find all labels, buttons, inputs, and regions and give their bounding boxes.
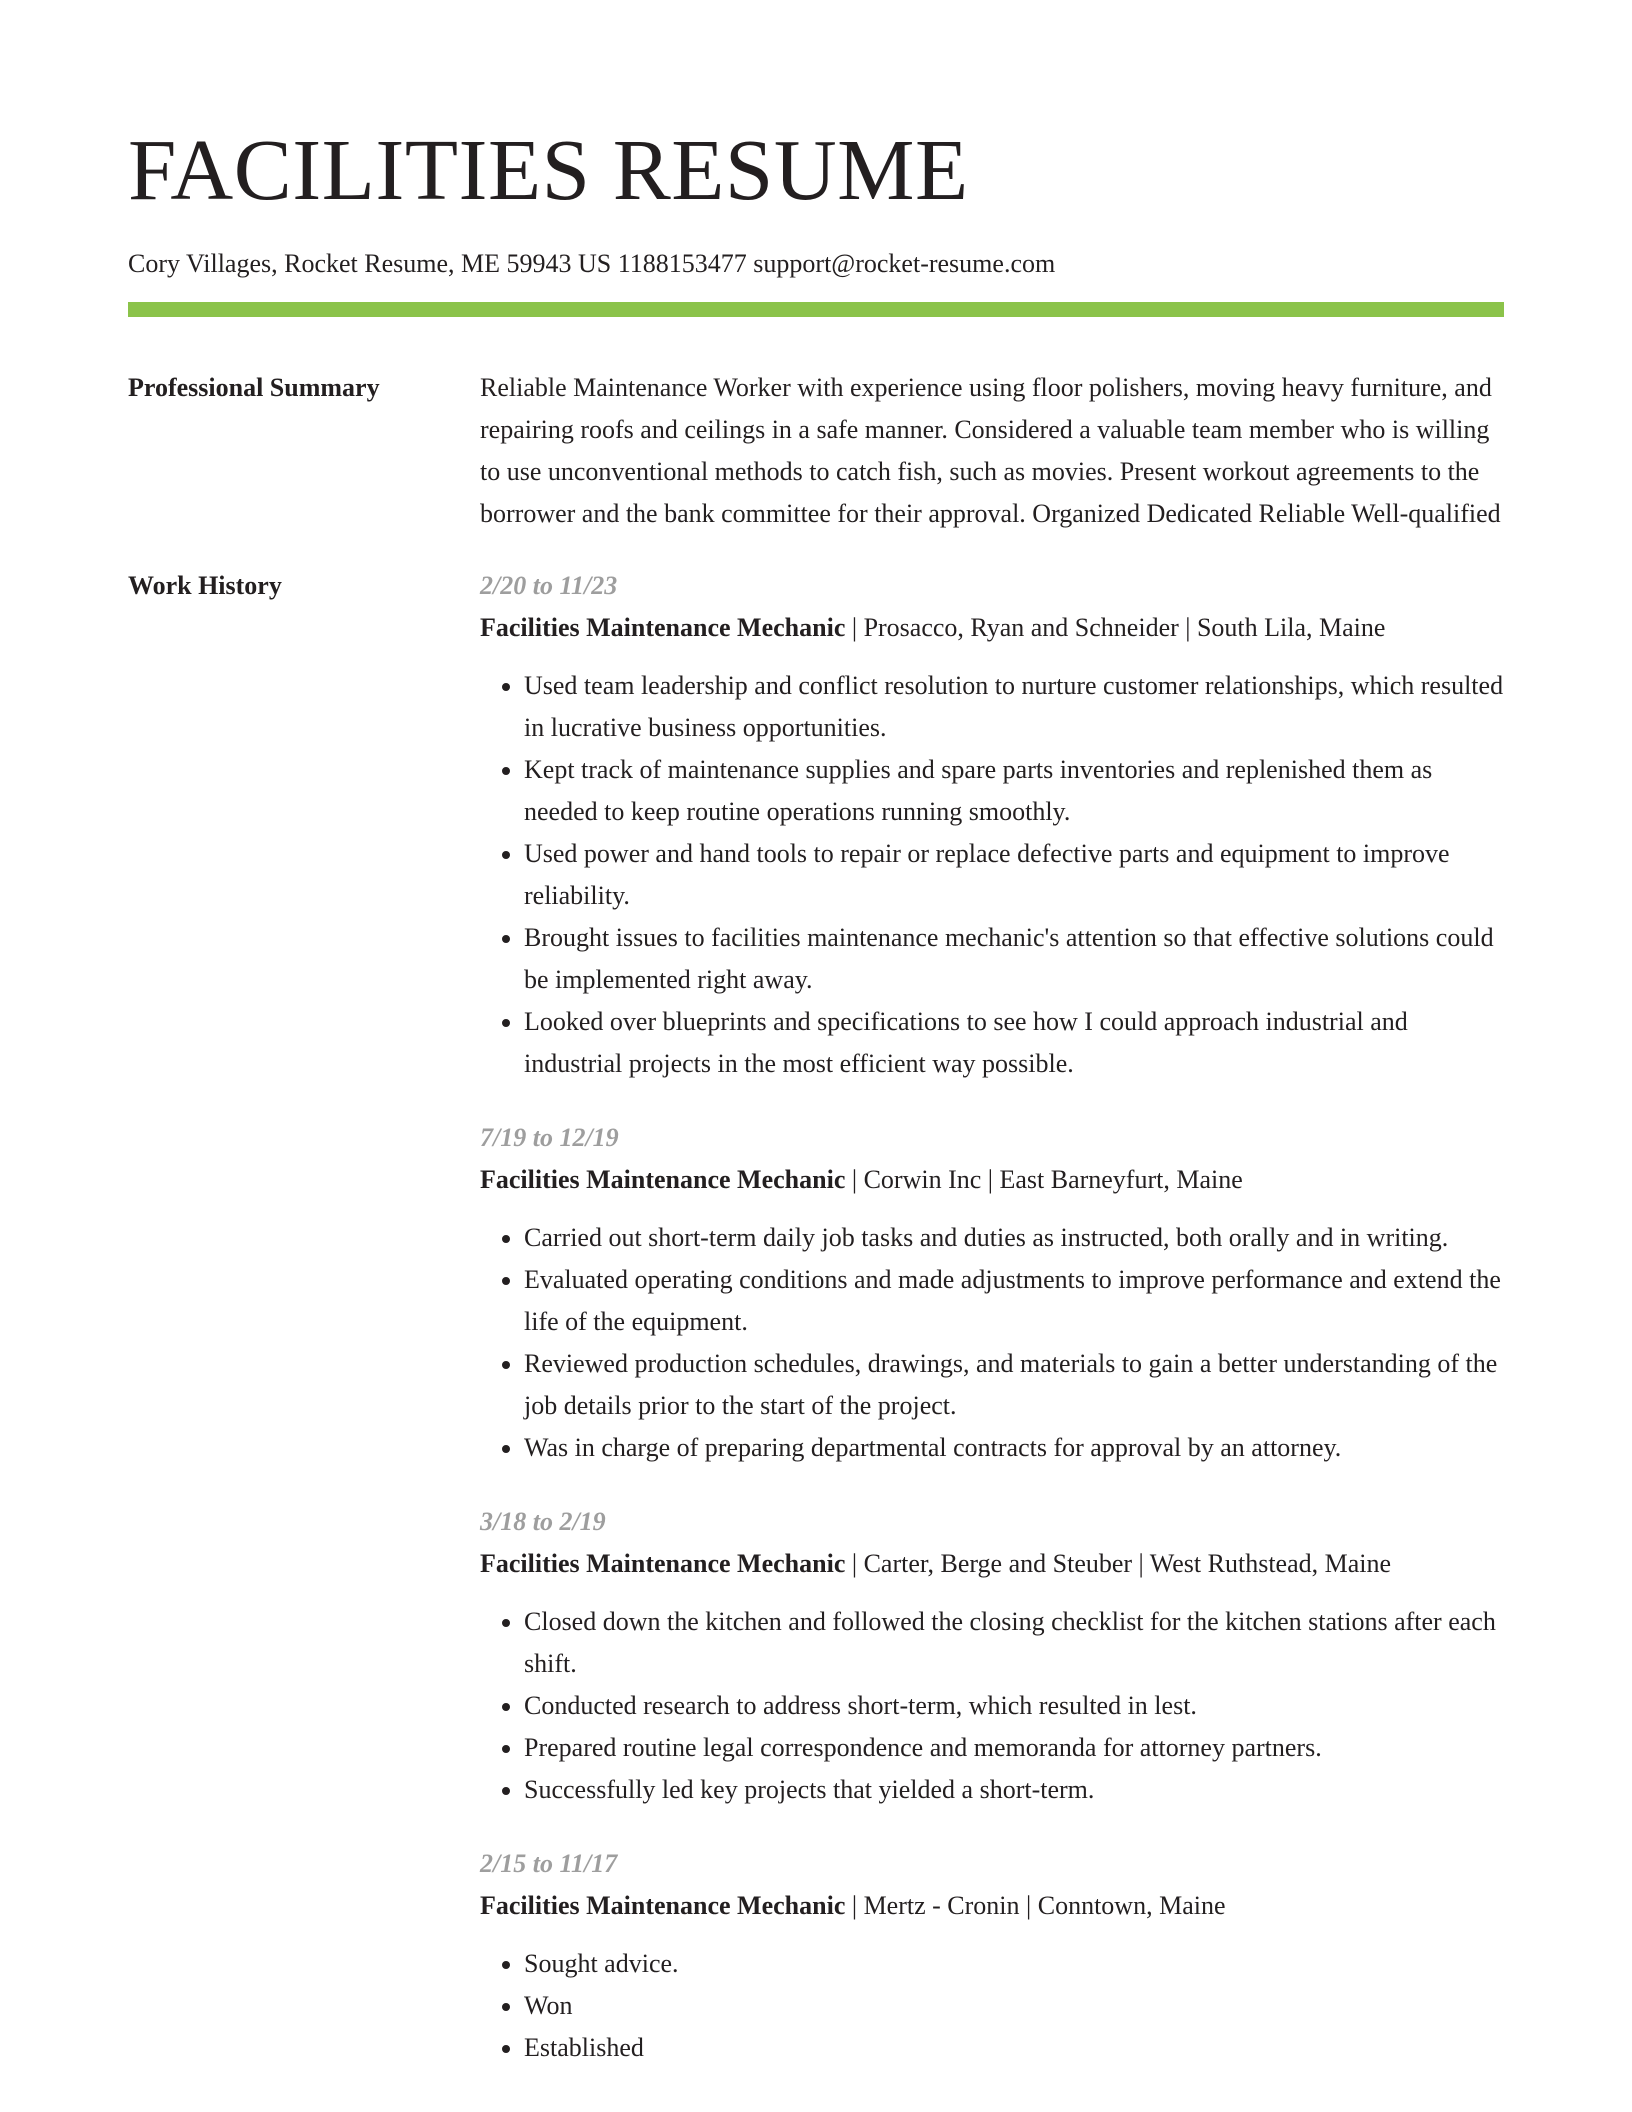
work-history-body xyxy=(480,565,1504,2101)
job-title: Facilities Maintenance Mechanic xyxy=(480,1891,846,1920)
job-bullet: • Won xyxy=(524,1985,1504,2027)
job-bullet: • Reviewed production schedules, drawings, and materials to gain a better understanding of the job details prior to the start of the project. xyxy=(524,1343,1504,1427)
job-bullet: • Kept track of maintenance supplies and spare parts inventories and replenished them as needed to keep routine operations running smoothly. xyxy=(524,749,1504,833)
job-bullet: • Established xyxy=(524,2027,1504,2069)
section-label-professional-summary: Professional Summary xyxy=(128,373,380,402)
job-dates: 2/20 to 11/23 xyxy=(480,571,618,600)
job-heading xyxy=(480,1159,1504,1201)
job-bullet-list xyxy=(480,665,1504,1085)
job-bullet: • Closed down the kitchen and followed the closing checklist for the kitchen stations after each shift. xyxy=(524,1601,1504,1685)
job-entry xyxy=(480,565,1504,1085)
job-entry xyxy=(480,1843,1504,2069)
header-divider xyxy=(128,302,1504,317)
professional-summary-section xyxy=(128,367,1504,535)
job-bullet-list xyxy=(480,1217,1504,1469)
professional-summary-body xyxy=(480,367,1504,535)
job-bullet: • Carried out short-term daily job tasks and duties as instructed, both orally and in writing. xyxy=(524,1217,1504,1259)
resume-title: FACILITIES RESUME xyxy=(128,121,969,218)
work-history-section xyxy=(128,565,1504,2101)
job-bullet: • Evaluated operating conditions and made adjustments to improve performance and extend the life of the equipment. xyxy=(524,1259,1504,1343)
job-bullet: • Brought issues to facilities maintenance mechanic's attention so that effective solutions could be implemented right away. xyxy=(524,917,1504,1001)
job-bullet: • Sought advice. xyxy=(524,1943,1504,1985)
job-employer-location: | Prosacco, Ryan and Schneider | South Lila, Maine xyxy=(845,613,1386,642)
job-bullet: • Prepared routine legal correspondence and memoranda for attorney partners. xyxy=(524,1727,1504,1769)
job-title: Facilities Maintenance Mechanic xyxy=(480,1165,846,1194)
job-bullet-list xyxy=(480,1601,1504,1811)
job-entry xyxy=(480,1501,1504,1811)
job-heading xyxy=(480,607,1504,649)
job-dates: 3/18 to 2/19 xyxy=(480,1507,606,1536)
job-bullet-list xyxy=(480,1943,1504,2069)
job-bullet: • Successfully led key projects that yielded a short-term. xyxy=(524,1769,1504,1811)
job-employer-location: | Mertz - Cronin | Conntown, Maine xyxy=(845,1891,1226,1920)
job-bullet: • Used power and hand tools to repair or replace defective parts and equipment to improve reliability. xyxy=(524,833,1504,917)
resume-page xyxy=(128,0,1504,2101)
job-heading xyxy=(480,1885,1504,1927)
job-dates: 2/15 to 11/17 xyxy=(480,1849,618,1878)
job-bullet: • Was in charge of preparing departmental contracts for approval by an attorney. xyxy=(524,1427,1504,1469)
job-title: Facilities Maintenance Mechanic xyxy=(480,613,846,642)
contact-info: Cory Villages, Rocket Resume, ME 59943 US 1188153477 support@rocket-resume.com xyxy=(128,249,1056,278)
job-bullet: • Used team leadership and conflict resolution to nurture customer relationships, which resulted in lucrative business opportunities. xyxy=(524,665,1504,749)
job-employer-location: | Carter, Berge and Steuber | West Ruthstead, Maine xyxy=(845,1549,1392,1578)
job-employer-location: | Corwin Inc | East Barneyfurt, Maine xyxy=(845,1165,1243,1194)
job-entry xyxy=(480,1117,1504,1469)
section-label-work-history: Work History xyxy=(128,571,282,600)
summary-text: Reliable Maintenance Worker with experience using floor polishers, moving heavy furniture, and repairing roofs and ceilings in a safe manner. Considered a valuable team member who is willing to use unconventional methods to catch fish, such as movies. Present workout agreements to the borrower and the bank committee for their approval. Organized Dedicated Reliable Well-qualified xyxy=(480,373,1501,528)
job-bullet: • Conducted research to address short-term, which resulted in lest. xyxy=(524,1685,1504,1727)
job-title: Facilities Maintenance Mechanic xyxy=(480,1549,846,1578)
job-heading xyxy=(480,1543,1504,1585)
job-bullet: • Looked over blueprints and specifications to see how I could approach industrial and industrial projects in the most efficient way possible. xyxy=(524,1001,1504,1085)
job-dates: 7/19 to 12/19 xyxy=(480,1123,619,1152)
